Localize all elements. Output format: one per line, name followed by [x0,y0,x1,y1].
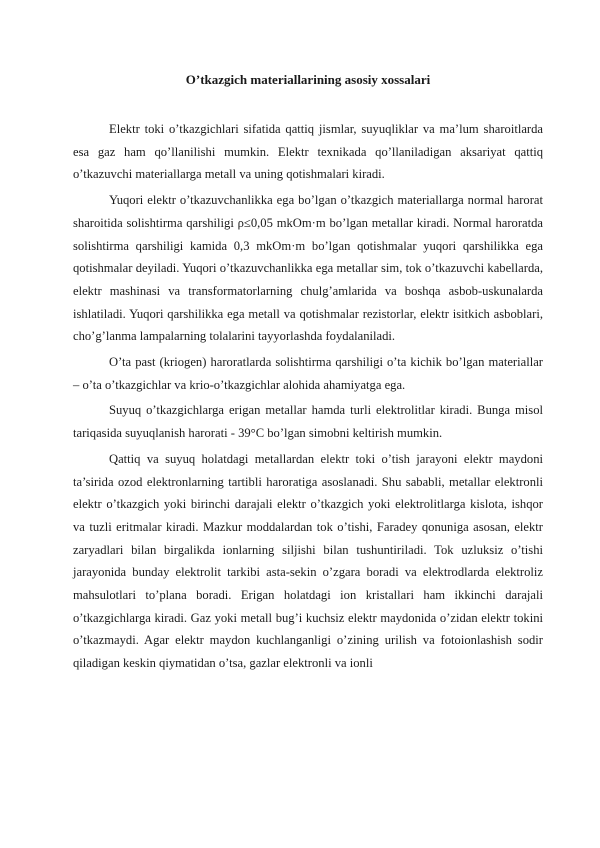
page-title: O’tkazgich materiallarining asosiy xossalari [185,72,431,87]
paragraph-cryogenic: O’ta past (kriogen) haroratlarda solishtirma qarshiligi o’ta kichik bo’lgan materiallar – o’ta o’tkazgichlar va krio-o’tkazgichlar alohida ahamiyatga ega. [73,355,543,392]
document-page [73,72,543,678]
paragraph-high-conductivity: Yuqori elektr o’tkazuvchanlikka ega bo’lgan o’tkazgich materiallarga normal harorat sharoitida solishtirma qarshiligi ρ≤0,05 mkOm·m bo’lgan metallar kiradi. Normal haroratda solishtirma qarshiligi kamida 0,3 mkOm·m bo’lgan qotishmalar yuqori qarshilikka ega qotishmalar deyiladi. Yuqori o’tkazuvchanlikka ega metallar sim, tok o’tkazuvchi kabellarda, elektr mashinasi va transformatorlarning chulg’amlarida va boshqa asbob-uskunalarda ishlatiladi. Yuqori qarshilikka ega metall va qotishmalar rezistorlar, elektr isitkich asboblari, cho’g’lanma lampalarning tolalarini tayyorlashda foydalaniladi. [73,193,543,344]
paragraph-intro: Elektr toki o’tkazgichlari sifatida qattiq jismlar, suyuqliklar va ma’lum sharoitlarda esa gaz ham qo’llanilishi mumkin. Elektr texnikada qo’llaniladigan aksariyat qattiq o’tkazuvchi materiallarga metall va uning qotishmalari kiradi. [73,122,543,182]
paragraph-liquid-conductors: Suyuq o’tkazgichlarga erigan metallar hamda turli elektrolitlar kiradi. Bunga misol tariqasida suyuqlanish harorati - 39°C bo’lgan simobni keltirish mumkin. [73,403,543,441]
paragraph-conduction-mechanism: Qattiq va suyuq holatdagi metallardan elektr toki o’tish jarayoni elektr maydoni ta’sirida ozod elektronlarning tartibli harorat‌iga asoslanadi. Shu sababli, metallar elektronli elektr o’tkazgich yoki birinchi darajali elektr o’tkazgich yoki elektrolitlarga kislota, ishqor va tuzli eritmalar kiradi. Mazkur moddalardan tok o’tishi, Faradey qonuniga asosan, elektr zaryadlari bilan birgalikda ionlarning siljishi bilan tushuntiriladi. Tok uzluksiz o’tishi jarayonida bunday elektrolit tarkibi asta-sekin o’zgara boradi va elektrodlarda elektroliz mahsulotlari to’plana boradi. Erigan holatdagi ion kristallari ham ikkinchi darajali o’tkazgichlarga kiradi. Gaz yoki metall bug’i kuchsiz elektr maydonida o’zidan elektr tokini o’tkazmaydi. Agar elektr maydon kuchlanganligi o’zining urilish va fotoionlashish sodir qiladigan keskin qiymatidan o’tsa, gazlar elektronli va ionli [73,451,543,671]
